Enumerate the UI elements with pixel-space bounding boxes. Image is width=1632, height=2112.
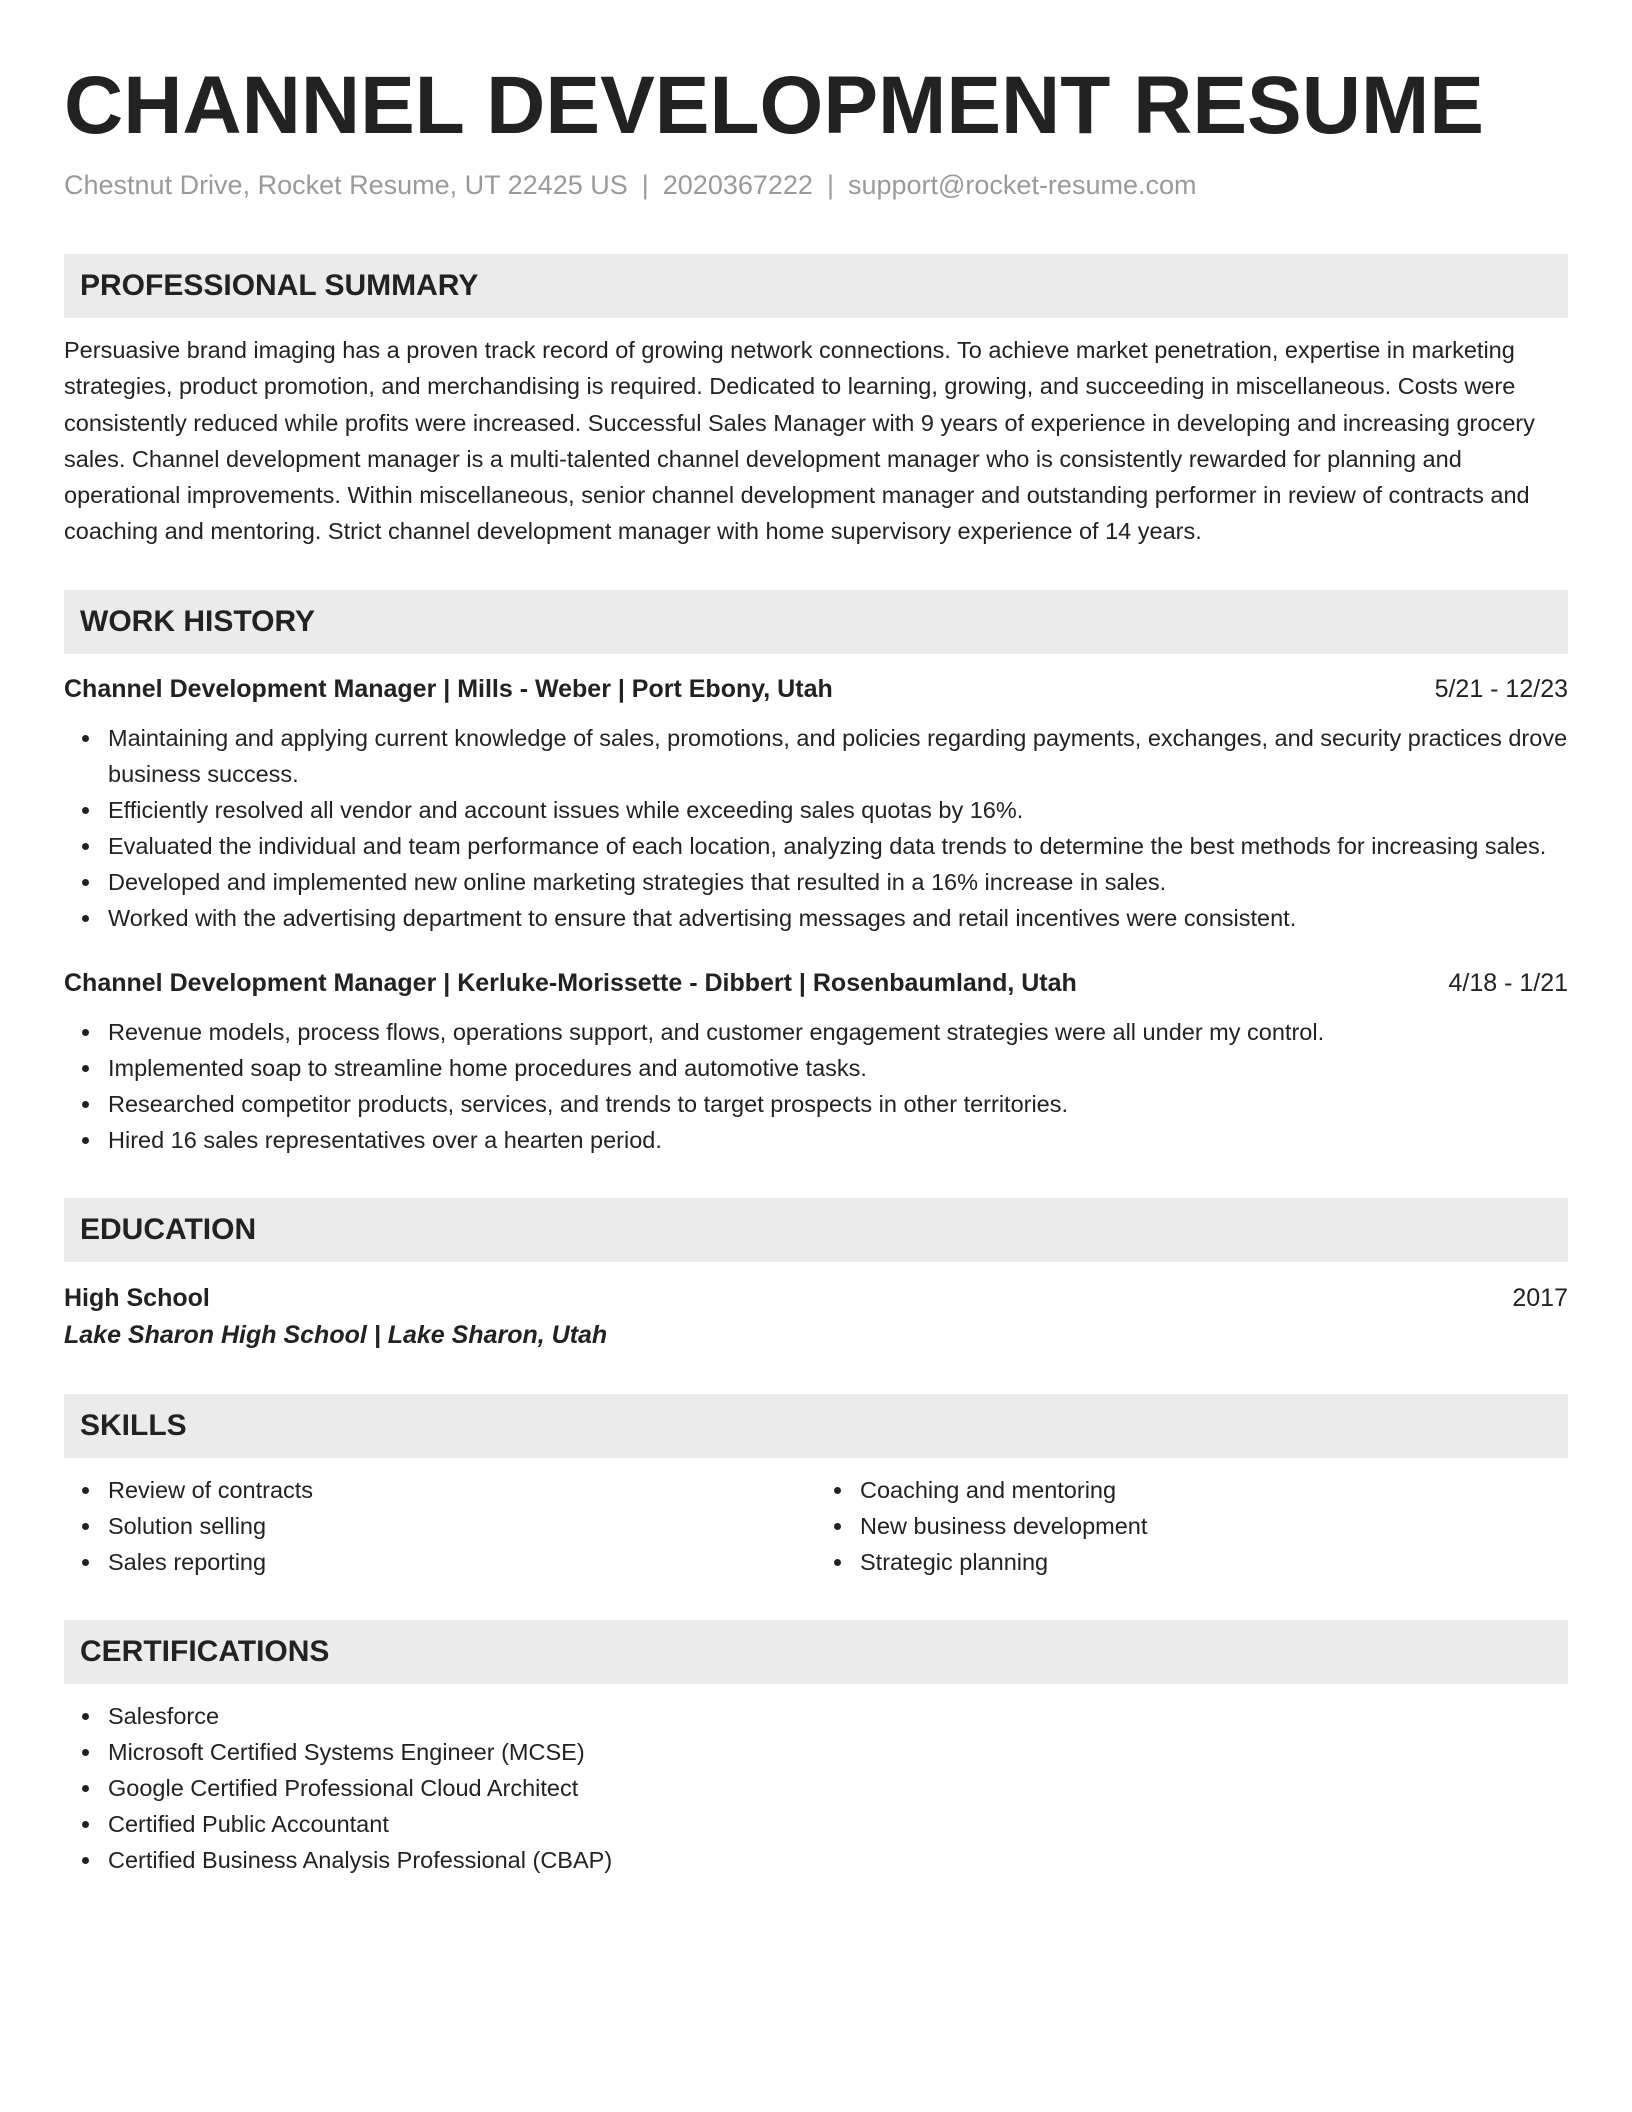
section-header-skills: SKILLS <box>64 1394 1568 1458</box>
job-bullet: Implemented soap to streamline home procedures and automotive tasks. <box>108 1050 1568 1086</box>
education-header <box>64 1280 1568 1316</box>
education-school: Lake Sharon High School | Lake Sharon, Utah <box>64 1320 608 1349</box>
skill-item: Solution selling <box>108 1508 816 1544</box>
contact-separator: | <box>641 170 649 200</box>
contact-phone: 2020367222 <box>662 170 813 200</box>
skills-column-right <box>816 1472 1568 1580</box>
job-dates: 5/21 - 12/23 <box>1434 674 1568 703</box>
job-dates: 4/18 - 1/21 <box>1448 968 1568 997</box>
certifications-list <box>64 1698 1568 1878</box>
job-bullet: Maintaining and applying current knowledge of sales, promotions, and policies regarding payments, exchanges, and security practices drove business success. <box>108 720 1568 792</box>
job-bullet: Evaluated the individual and team performance of each location, analyzing data trends to determine the best methods for increasing sales. <box>108 828 1568 864</box>
skill-item: New business development <box>860 1508 1568 1544</box>
job-bullet: Researched competitor products, services, and trends to target prospects in other territories. <box>108 1086 1568 1122</box>
certification-item: Certified Public Accountant <box>108 1806 1568 1842</box>
education-degree: High School <box>64 1283 210 1312</box>
education-entry <box>64 1280 1568 1354</box>
skill-item: Coaching and mentoring <box>860 1472 1568 1508</box>
job-bullets <box>64 1014 1568 1158</box>
skills-column-left <box>64 1472 816 1580</box>
certification-item: Salesforce <box>108 1698 1568 1734</box>
section-header-education: EDUCATION <box>64 1198 1568 1262</box>
contact-address: Chestnut Drive, Rocket Resume, UT 22425 US <box>64 170 628 200</box>
education-year: 2017 <box>1512 1283 1568 1312</box>
skill-item: Sales reporting <box>108 1544 816 1580</box>
summary-text: Persuasive brand imaging has a proven track record of growing network connections. To achieve market penetration, expertise in marketing strategies, product promotion, and merchandising is required. Dedicated to learning, growing, and succeeding in miscellaneous. Costs were consistently reduced while profits were increased. Successful Sales Manager with 9 years of experience in developing and increasing grocery sales. Channel development manager is a multi-talented channel development manager who is consistently rewarded for planning and operational improvements. Within miscellaneous, senior channel development manager and outstanding performer in review of contracts and coaching and mentoring. Strict channel development manager with home supervisory experience of 14 years. <box>64 337 1535 545</box>
job-bullets <box>64 720 1568 936</box>
job-entry <box>64 966 1568 1158</box>
job-bullet: Developed and implemented new online marketing strategies that resulted in a 16% increase in sales. <box>108 864 1568 900</box>
job-title: Channel Development Manager | Kerluke-Morissette - Dibbert | Rosenbaumland, Utah <box>64 968 1077 997</box>
section-header-summary: PROFESSIONAL SUMMARY <box>64 254 1568 318</box>
certification-item: Google Certified Professional Cloud Architect <box>108 1770 1568 1806</box>
job-header <box>64 966 1568 1000</box>
job-entry <box>64 672 1568 936</box>
job-bullet: Hired 16 sales representatives over a hearten period. <box>108 1122 1568 1158</box>
job-bullet: Efficiently resolved all vendor and account issues while exceeding sales quotas by 16%. <box>108 792 1568 828</box>
certification-item: Microsoft Certified Systems Engineer (MCSE) <box>108 1734 1568 1770</box>
job-bullet: Worked with the advertising department to ensure that advertising messages and retail incentives were consistent. <box>108 900 1568 936</box>
section-header-work-history: WORK HISTORY <box>64 590 1568 654</box>
skill-item: Review of contracts <box>108 1472 816 1508</box>
contact-separator: | <box>826 170 834 200</box>
certification-bullets <box>64 1698 1568 1878</box>
job-header <box>64 672 1568 706</box>
job-title: Channel Development Manager | Mills - Weber | Port Ebony, Utah <box>64 674 833 703</box>
contact-email: support@rocket-resume.com <box>847 170 1197 200</box>
certification-item: Certified Business Analysis Professional (CBAP) <box>108 1842 1568 1878</box>
skills-grid <box>64 1472 1568 1580</box>
contact-line <box>64 168 1568 202</box>
resume-title: CHANNEL DEVELOPMENT RESUME <box>64 60 1484 151</box>
skill-item: Strategic planning <box>860 1544 1568 1580</box>
section-header-certifications: CERTIFICATIONS <box>64 1620 1568 1684</box>
job-bullet: Revenue models, process flows, operations support, and customer engagement strategies were all under my control. <box>108 1014 1568 1050</box>
